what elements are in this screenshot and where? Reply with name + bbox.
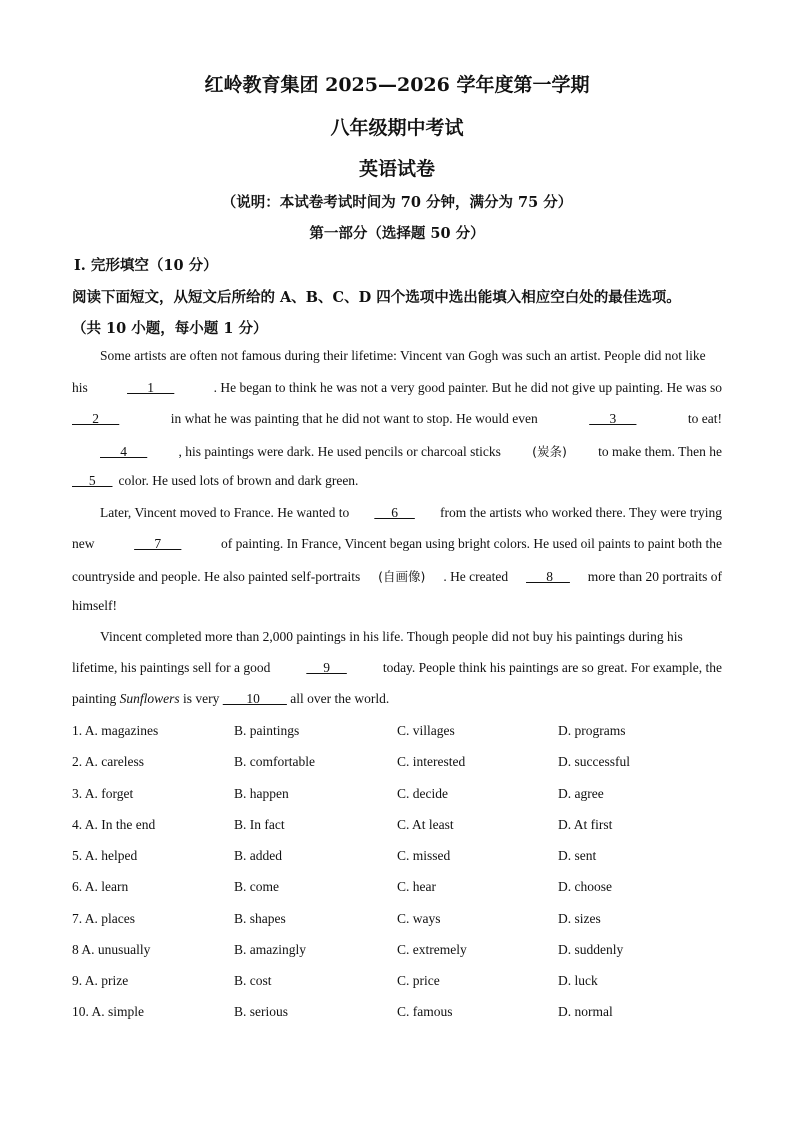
passage-text: . He created (443, 569, 509, 584)
passage-text: color. He used lots of brown and dark green. (118, 473, 359, 488)
blank-6: 6 (374, 505, 415, 520)
option-a: 6. A. learn (72, 879, 129, 894)
passage-text: lifetime, his paintings sell for a good (72, 660, 271, 675)
passage-text: , his paintings were dark. He used pencils or charcoal sticks (178, 444, 501, 459)
option-row-2 (72, 754, 752, 774)
painting-title: Sunflowers (119, 691, 180, 706)
passage-gloss: (炭条) (532, 444, 567, 459)
section-title: Ⅰ. 完形填空（10 分） (74, 257, 218, 274)
passage-text: to eat! (687, 411, 722, 426)
passage-text: Later, Vincent moved to France. He wanted to (100, 505, 350, 520)
passage-text: in what he was painting that he did not want to stop. He would even (170, 411, 538, 426)
passage-line (72, 567, 722, 585)
option-c: C. interested (397, 754, 466, 769)
passage-line (72, 411, 722, 427)
blank-1: 1 (127, 380, 175, 395)
option-c: C. villages (397, 723, 455, 738)
option-c: C. extremely (397, 942, 467, 957)
passage-text: Some artists are often not famous during their lifetime: Vincent van Gogh was such an artist. People did not like (100, 348, 706, 363)
option-row-3 (72, 786, 752, 806)
passage-text: of painting. In France, Vincent began using bright colors. He used oil paints to paint both the (221, 536, 722, 551)
blank-5: 5 (72, 473, 113, 488)
option-row-5 (72, 848, 752, 868)
exam-note: （说明：本试卷考试时间为 70 分钟，满分为 75 分） (221, 194, 573, 211)
passage-text: . He began to think he was not a very good painter. But he did not give up painting. He was so (213, 380, 722, 395)
option-a: 7. A. places (72, 911, 135, 926)
passage-text: painting (72, 691, 117, 706)
blank-8: 8 (526, 569, 570, 584)
blank-9: 9 (306, 660, 347, 675)
option-c: C. At least (397, 817, 454, 832)
passage-text: himself! (72, 598, 117, 613)
passage-line (72, 473, 722, 489)
passage-line (72, 660, 722, 676)
option-c: C. missed (397, 848, 451, 863)
blank-2: 2 (72, 411, 120, 426)
option-a: 3. A. forget (72, 786, 134, 801)
blank-4: 4 (100, 444, 148, 459)
option-row-6 (72, 879, 752, 899)
passage-line (72, 536, 722, 552)
option-a: 10. A. simple (72, 1004, 145, 1019)
option-b: B. happen (234, 786, 289, 801)
option-c: C. hear (397, 879, 436, 894)
passage-text: today. People think his paintings are so great. For example, the (382, 660, 722, 675)
option-d: D. agree (558, 786, 604, 801)
option-c: C. decide (397, 786, 448, 801)
option-a: 9. A. prize (72, 973, 129, 988)
option-a: 2. A. careless (72, 754, 144, 769)
passage-text: from the artists who worked there. They were trying (439, 505, 722, 520)
option-b: B. added (234, 848, 282, 863)
option-a: 4. A. In the end (72, 817, 156, 832)
section-instruction-scoring: （共 10 小题，每小题 1 分） (72, 320, 268, 337)
passage-gloss: (自画像) (378, 569, 426, 584)
option-row-7 (72, 911, 752, 931)
option-b: B. In fact (234, 817, 285, 832)
option-d: D. sent (558, 848, 597, 863)
option-row-9 (72, 973, 752, 993)
passage-line (100, 348, 722, 364)
passage-text: to make them. Then he (598, 444, 722, 459)
exam-title-grade: 八年级期中考试 (330, 117, 464, 139)
passage-text: Vincent completed more than 2,000 paintings in his life. Though people did not buy his paintings during his (100, 629, 683, 644)
passage-line (72, 598, 722, 614)
part-heading: 第一部分（选择题 50 分） (309, 225, 485, 242)
passage-line (100, 505, 722, 521)
option-d: D. choose (558, 879, 612, 894)
passage-text: countryside and people. He also painted self-portraits (72, 569, 361, 584)
passage-line (100, 442, 722, 460)
exam-title-subject: 英语试卷 (358, 158, 435, 180)
option-d: D. sizes (558, 911, 601, 926)
option-b: B. come (234, 879, 279, 894)
blank-10: 10 (222, 691, 287, 706)
option-d: D. luck (558, 973, 598, 988)
option-b: B. comfortable (234, 754, 315, 769)
passage-line (72, 691, 722, 707)
passage-text: his (72, 380, 88, 395)
option-d: D. suddenly (558, 942, 624, 957)
option-c: C. price (397, 973, 440, 988)
passage-line (72, 380, 722, 396)
passage-text: more than 20 portraits of (587, 569, 722, 584)
option-row-8 (72, 942, 752, 962)
option-d: D. programs (558, 723, 626, 738)
option-row-1 (72, 723, 752, 743)
option-a: 5. A. helped (72, 848, 138, 863)
option-b: B. amazingly (234, 942, 306, 957)
option-d: D. normal (558, 1004, 613, 1019)
option-b: B. serious (234, 1004, 288, 1019)
option-a: 8 A. unusually (72, 942, 151, 957)
option-d: D. successful (558, 754, 630, 769)
passage-text: all over the world. (290, 691, 390, 706)
passage-text: is very (183, 691, 220, 706)
option-d: D. At first (558, 817, 613, 832)
option-row-4 (72, 817, 752, 837)
option-c: C. ways (397, 911, 441, 926)
option-b: B. paintings (234, 723, 300, 738)
option-row-10 (72, 1004, 752, 1024)
blank-3: 3 (589, 411, 637, 426)
passage-text: new (72, 536, 95, 551)
passage-line (100, 629, 722, 645)
option-c: C. famous (397, 1004, 453, 1019)
blank-7: 7 (134, 536, 182, 551)
option-b: B. shapes (234, 911, 286, 926)
option-b: B. cost (234, 973, 272, 988)
exam-title-school: 红岭教育集团 2025—2026 学年度第一学期 (204, 74, 590, 96)
section-instruction: 阅读下面短文，从短文后所给的 A、B、C、D 四个选项中选出能填入相应空白处的最佳选项。 (72, 289, 681, 306)
option-a: 1. A. magazines (72, 723, 159, 738)
